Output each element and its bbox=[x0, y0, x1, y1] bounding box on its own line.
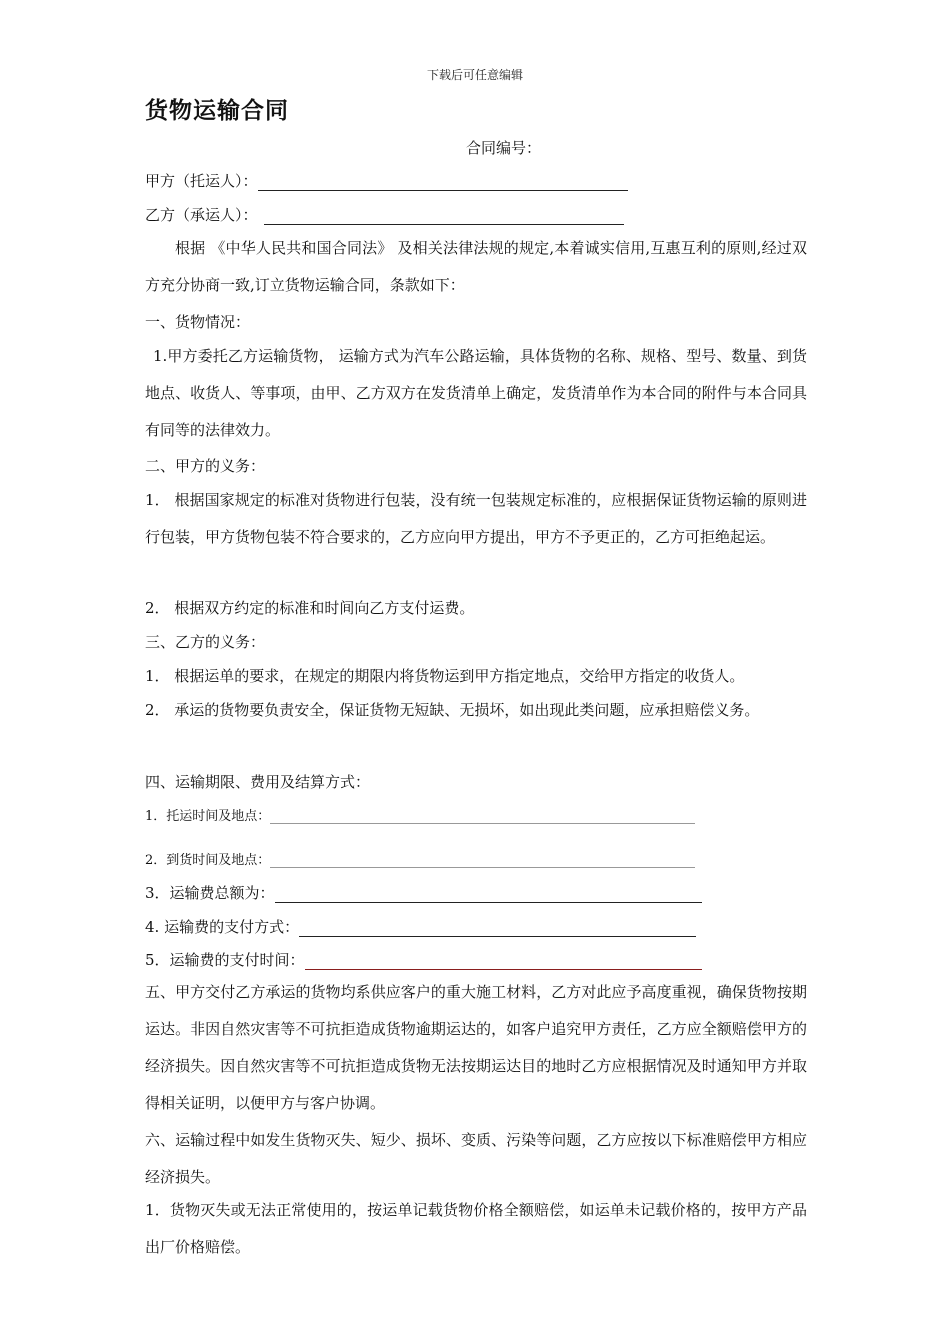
delivery-label: 2．到货时间及地点： bbox=[145, 853, 271, 868]
payment-time-blank[interactable] bbox=[305, 953, 702, 970]
freight-total-label: 3．运输费总额为： bbox=[145, 884, 275, 902]
pickup-label: 1．托运时间及地点： bbox=[145, 809, 271, 824]
payment-method-label: 4. 运输费的支付方式： bbox=[145, 918, 300, 936]
section-1-item-1: 1.甲方委托乙方运输货物， 运输方式为汽车公路运输，具体货物的名称、规格、型号、数量、到货地点、收货人、等事项，由甲、乙方双方在发货清单上确定，发货清单作为本合同的附件与本合同具有同等的法律效力。 bbox=[145, 347, 807, 439]
header-note: 下载后可任意编辑 bbox=[426, 68, 523, 82]
payment-time-line bbox=[145, 949, 702, 970]
party-a-blank[interactable] bbox=[258, 174, 628, 191]
delivery-line bbox=[145, 849, 695, 868]
section-4-heading: 四、运输期限、费用及结算方式： bbox=[145, 773, 371, 791]
section-2-item-1: 1． 根据国家规定的标准对货物进行包装，没有统一包装规定标准的，应根据保证货物运输的原则进行包装，甲方货物包装不符合要求的，乙方应向甲方提出，甲方不予更正的，乙方可拒绝起运。 bbox=[145, 491, 807, 546]
party-a-line bbox=[145, 170, 628, 191]
section-2-heading: 二、甲方的义务： bbox=[145, 457, 266, 475]
party-a-label: 甲方（托运人）： bbox=[145, 172, 258, 190]
section-3-item-2: 2． 承运的货物要负责安全，保证货物无短缺、无损坏，如出现此类问题，应承担赔偿义务。 bbox=[145, 701, 760, 719]
section-3-heading: 三、乙方的义务： bbox=[145, 633, 266, 651]
payment-time-label: 5．运输费的支付时间： bbox=[145, 951, 305, 969]
section-6-item-1: 1．货物灭失或无法正常使用的，按运单记载货物价格全额赔偿，如运单未记载价格的，按甲方产品出厂价格赔偿。 bbox=[145, 1201, 807, 1256]
document-title: 货物运输合同 bbox=[145, 98, 289, 124]
intro-paragraph: 根据 《中华人民共和国合同法》 及相关法律法规的规定,本着诚实信用,互惠互利的原则,经过双方充分协商一致,订立货物运输合同，条款如下： bbox=[145, 239, 807, 294]
party-b-blank[interactable] bbox=[264, 208, 624, 225]
pickup-line bbox=[145, 805, 695, 824]
party-b-line bbox=[145, 204, 624, 225]
section-2-item-2: 2． 根据双方约定的标准和时间向乙方支付运费。 bbox=[145, 599, 475, 617]
contract-number-label: 合同编号： bbox=[466, 139, 542, 157]
delivery-blank[interactable] bbox=[270, 851, 695, 868]
section-6-paragraph: 六、运输过程中如发生货物灭失、短少、损坏、变质、污染等问题，乙方应按以下标准赔偿甲方相应经济损失。 bbox=[145, 1131, 807, 1186]
payment-method-blank[interactable] bbox=[299, 920, 696, 937]
freight-total-line bbox=[145, 882, 702, 903]
party-b-label: 乙方（承运人）： bbox=[145, 206, 258, 224]
pickup-blank[interactable] bbox=[270, 807, 695, 824]
section-5-paragraph: 五、甲方交付乙方承运的货物均系供应客户的重大施工材料，乙方对此应予高度重视，确保货物按期运达。非因自然灾害等不可抗拒造成货物逾期运达的，如客户追究甲方责任，乙方应全额赔偿甲方的经济损失。因自然灾害等不可抗拒造成货物无法按期运达目的地时乙方应根据情况及时通知甲方并取得相关证明，以便甲方与客户协调。 bbox=[145, 983, 807, 1112]
section-1-heading: 一、货物情况： bbox=[145, 313, 251, 331]
freight-total-blank[interactable] bbox=[275, 886, 702, 903]
payment-method-line bbox=[145, 916, 696, 937]
section-3-item-1: 1． 根据运单的要求，在规定的期限内将货物运到甲方指定地点，交给甲方指定的收货人。 bbox=[145, 667, 745, 685]
